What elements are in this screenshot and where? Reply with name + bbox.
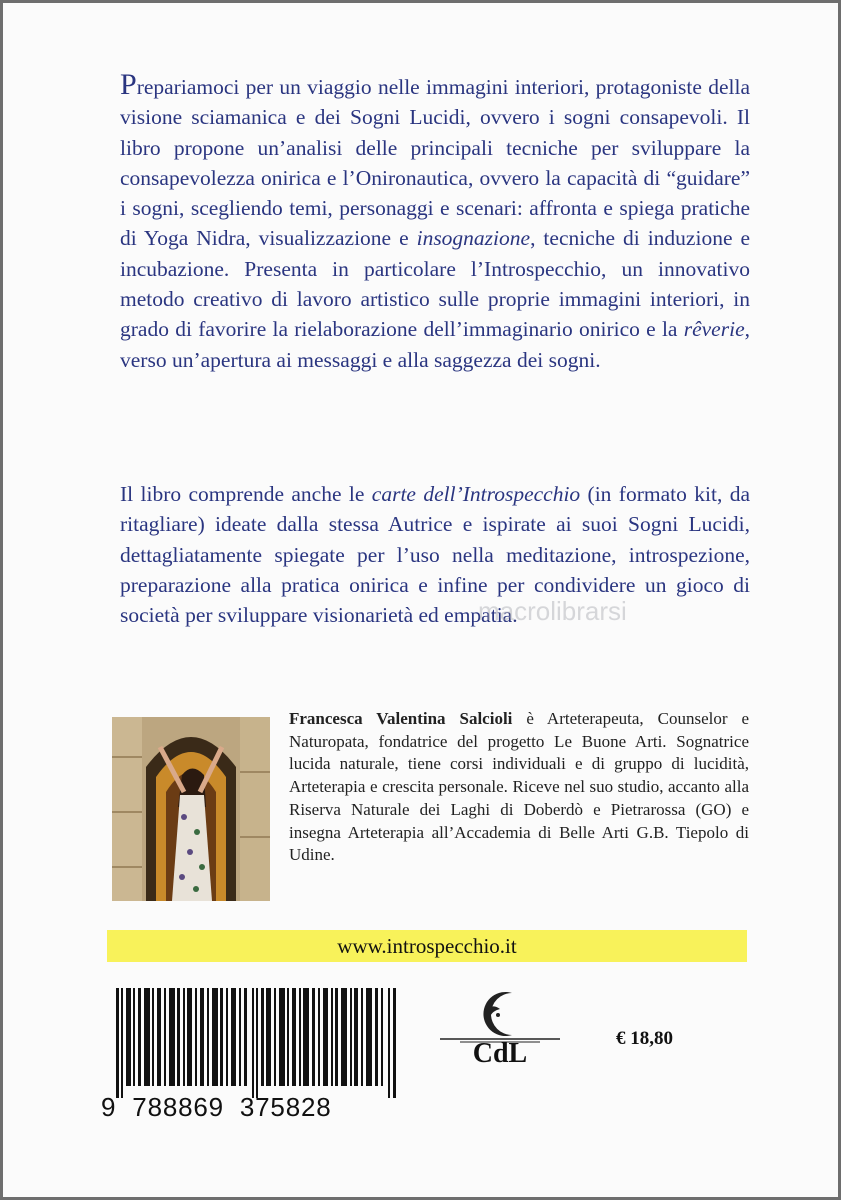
price: € 18,80 (616, 1028, 673, 1049)
author-bio (289, 708, 749, 867)
blurb-italic-term: rêverie (683, 317, 745, 342)
barcode (116, 988, 398, 1098)
watermark: macrolibrarsi (478, 596, 627, 626)
blurb-italic-term: carte dell’Introspecchio (371, 482, 581, 506)
author-name: Francesca Valentina Salcioli (289, 709, 513, 728)
blurb-paragraph-2 (120, 479, 750, 630)
drop-cap: P (120, 68, 137, 101)
blurb-paragraph-1 (120, 68, 751, 375)
isbn-number: 9 788869 375828 (101, 1092, 332, 1122)
blurb-text: Il libro comprende anche le (120, 482, 372, 506)
blurb-text: , tecniche di induzione e incubazione. Presenta in particolare l’Introspecchio, un innovativo metodo creativo di lavoro artistico sulle proprie immagini interiori, in grado di favorire la rielaborazione dell’immaginario onirico e la (120, 226, 751, 342)
author-photo (112, 717, 270, 901)
website-link[interactable]: www.introspecchio.it (337, 934, 517, 958)
blurb-italic-term: insognazione (416, 226, 531, 251)
blurb-text: , verso un’apertura ai messaggi e alla saggezza dei sogni. (120, 317, 750, 372)
blurb-text: (in formato kit, da ritagliare) ideate dalla stessa Autrice e ispirate ai suoi Sogni Lucidi, dettagliatamente spiegate per l’uso nella meditazione, introspezione, preparazione alla pratica onirica e infine per condividere un gioco di società per sviluppare visionarietà ed empatia. (120, 482, 750, 628)
publisher-name: CdL (472, 1038, 528, 1069)
blurb-text: repariamoci per un viaggio nelle immagini interiori, protagoniste della visione sciamanica e dei Sogni Lucidi, ovvero i sogni consapevoli. Il libro propone un’analisi delle principali tecniche per sviluppare la consapevolezza onirica e l’Onironautica, ovvero la capacità di “guidare” i sogni, scegliendo temi, personaggi e scenari: affronta e spiega pratiche di Yoga Nidra, visualizzazione e (120, 75, 750, 251)
website-banner (107, 930, 747, 962)
author-bio-text: è Arteterapeuta, Counselor e Naturopata, fondatrice del progetto Le Buone Arti. Sognatrice lucida naturale, tiene corsi individuali e di gruppo di lucidità, Arteterapia e crescita personale. Riceve nel suo studio, accanto alla Riserva Naturale dei Laghi di Doberdò e Pietrarossa (GO) e insegna Arteterapia all’Accademia di Belle Arti G.B. Tiepolo di Udine. (289, 709, 749, 865)
